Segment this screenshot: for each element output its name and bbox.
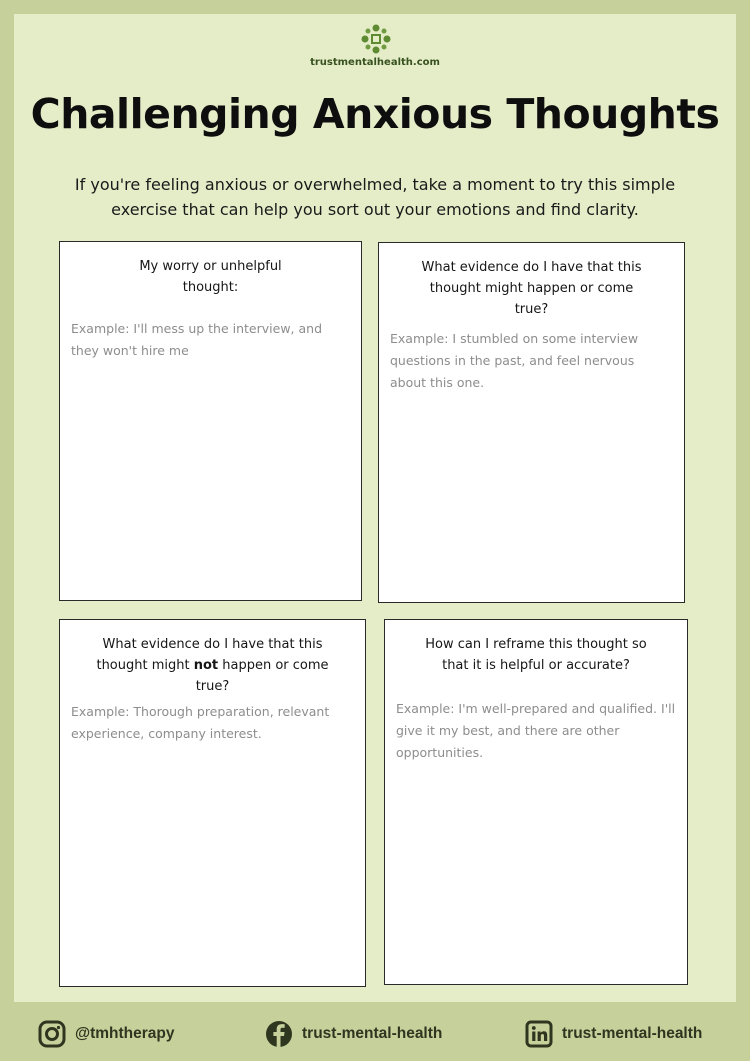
page-title: Challenging Anxious Thoughts — [30, 90, 720, 138]
site-url: trustmentalhealth.com — [310, 57, 440, 68]
facebook-handle: trust-mental-health — [302, 1025, 443, 1042]
logo-icon — [361, 24, 391, 54]
facebook-icon — [265, 1020, 293, 1048]
instagram-handle: @tmhtherapy — [75, 1025, 175, 1042]
reframe-box[interactable] — [384, 619, 688, 985]
evidence-against-box[interactable] — [59, 619, 366, 987]
linkedin-icon — [525, 1020, 553, 1048]
linkedin-handle: trust-mental-health — [562, 1025, 703, 1042]
worry-box[interactable] — [59, 241, 362, 601]
reframe-example: Example: I'm well-prepared and qualified. I'll give it my best, and there are other opportunities. — [396, 701, 676, 760]
evidence-against-example: Example: Thorough preparation, relevant experience, company interest. — [71, 704, 330, 741]
evidence-against-question — [88, 634, 338, 697]
evidence-against-question-start: What evidence do I have that this thought might — [96, 637, 323, 673]
instagram-icon — [38, 1020, 66, 1048]
linkedin-link[interactable] — [525, 1018, 702, 1050]
intro-text: If you're feeling anxious or overwhelmed, take a moment to try this simple exercise that can help you sort out your emotions and find clarity. — [74, 175, 676, 219]
worksheet-page — [14, 14, 736, 1002]
facebook-link[interactable] — [265, 1018, 442, 1050]
evidence-against-question-emphasis: not — [193, 658, 219, 673]
evidence-against-question-end: happen or come true? — [195, 658, 329, 694]
evidence-for-example: Example: I stumbled on some interview questions in the past, and feel nervous about this one. — [390, 331, 639, 390]
evidence-for-box[interactable] — [378, 242, 685, 603]
reframe-question: How can I reframe this thought so that it is helpful or accurate? — [425, 637, 647, 673]
worry-example: Example: I'll mess up the interview, and they won't hire me — [71, 321, 323, 358]
worry-question: My worry or unhelpful thought: — [139, 259, 282, 295]
evidence-for-question: What evidence do I have that this thought might happen or come true? — [421, 260, 642, 317]
instagram-link[interactable] — [38, 1018, 175, 1050]
